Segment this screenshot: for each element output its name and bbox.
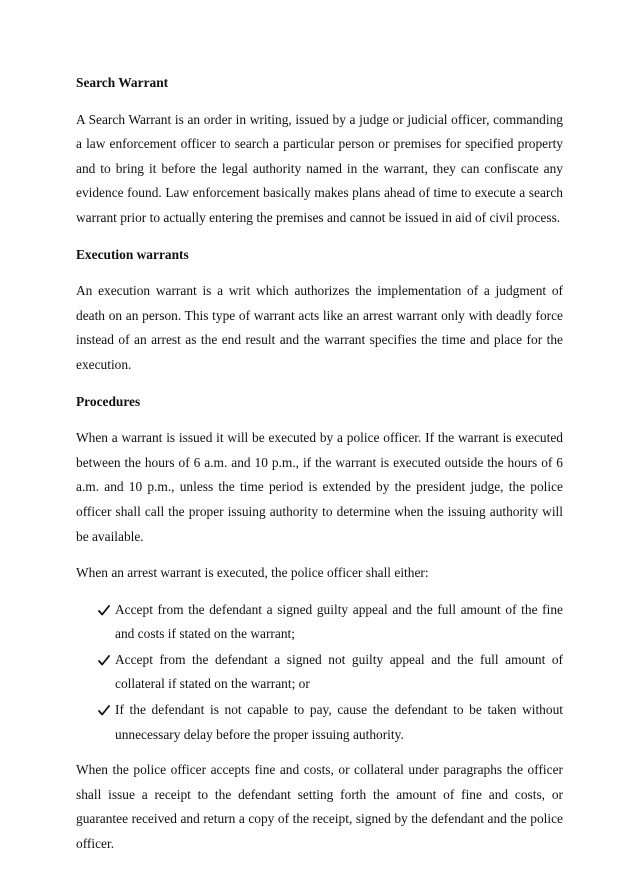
paragraph-procedures-3: When the police officer accepts fine and costs, or collateral under paragraphs the officer shall issue a receipt to the defendant setting forth the amount of fine and costs, or guarantee received and return a copy of the receipt, signed by the defendant and the police officer. — [76, 762, 563, 852]
paragraph-procedures-2: When an arrest warrant is executed, the police officer shall either: — [76, 565, 429, 581]
paragraph-execution-warrants: An execution warrant is a writ which authorizes the implementation of a judgment of death on an person. This type of warrant acts like an arrest warrant only with deadly force instead of an arrest as the end result and the warrant specifies the time and place for the execution. — [76, 283, 563, 372]
heading-procedures: Procedures — [76, 393, 141, 409]
document-body — [76, 71, 563, 869]
list-item-text: Accept from the defendant a signed not guilty appeal and the full amount of collateral if stated on the warrant; or — [115, 651, 563, 692]
checkmark-icon — [98, 598, 111, 622]
list-item-text: Accept from the defendant a signed guilty appeal and the full amount of the fine and costs if stated on the warrant; — [115, 601, 563, 642]
checklist — [76, 598, 563, 748]
heading-search-warrant: Search Warrant — [76, 75, 169, 90]
list-item — [98, 648, 563, 697]
list-item — [98, 698, 563, 747]
paragraph-procedures-1: When a warrant is issued it will be executed by a police officer. If the warrant is executed between the hours of 6 a.m. and 10 p.m., if the warrant is executed outside the hours of 6 a.m. and 10 p.m., unless the time period is extended by the president judge, the police officer shall call the proper issuing authority to determine when the issuing authority will be available. — [76, 430, 563, 544]
list-item — [98, 598, 563, 647]
checkmark-icon — [98, 698, 111, 722]
list-item-text: If the defendant is not capable to pay, cause the defendant to be taken without unnecessary delay before the proper issuing authority. — [115, 702, 563, 742]
checkmark-icon — [98, 648, 111, 672]
paragraph-search-warrant: A Search Warrant is an order in writing, issued by a judge or judicial officer, commanding a law enforcement officer to search a particular person or premises for specified property and to bring it before the legal authority named in the warrant, they can confiscate any evidence found. Law enforcement basically makes plans ahead of time to execute a search warrant prior to actually entering the premises and cannot be issued in aid of civil process. — [76, 111, 563, 225]
heading-execution-warrants: Execution warrants — [76, 246, 189, 262]
